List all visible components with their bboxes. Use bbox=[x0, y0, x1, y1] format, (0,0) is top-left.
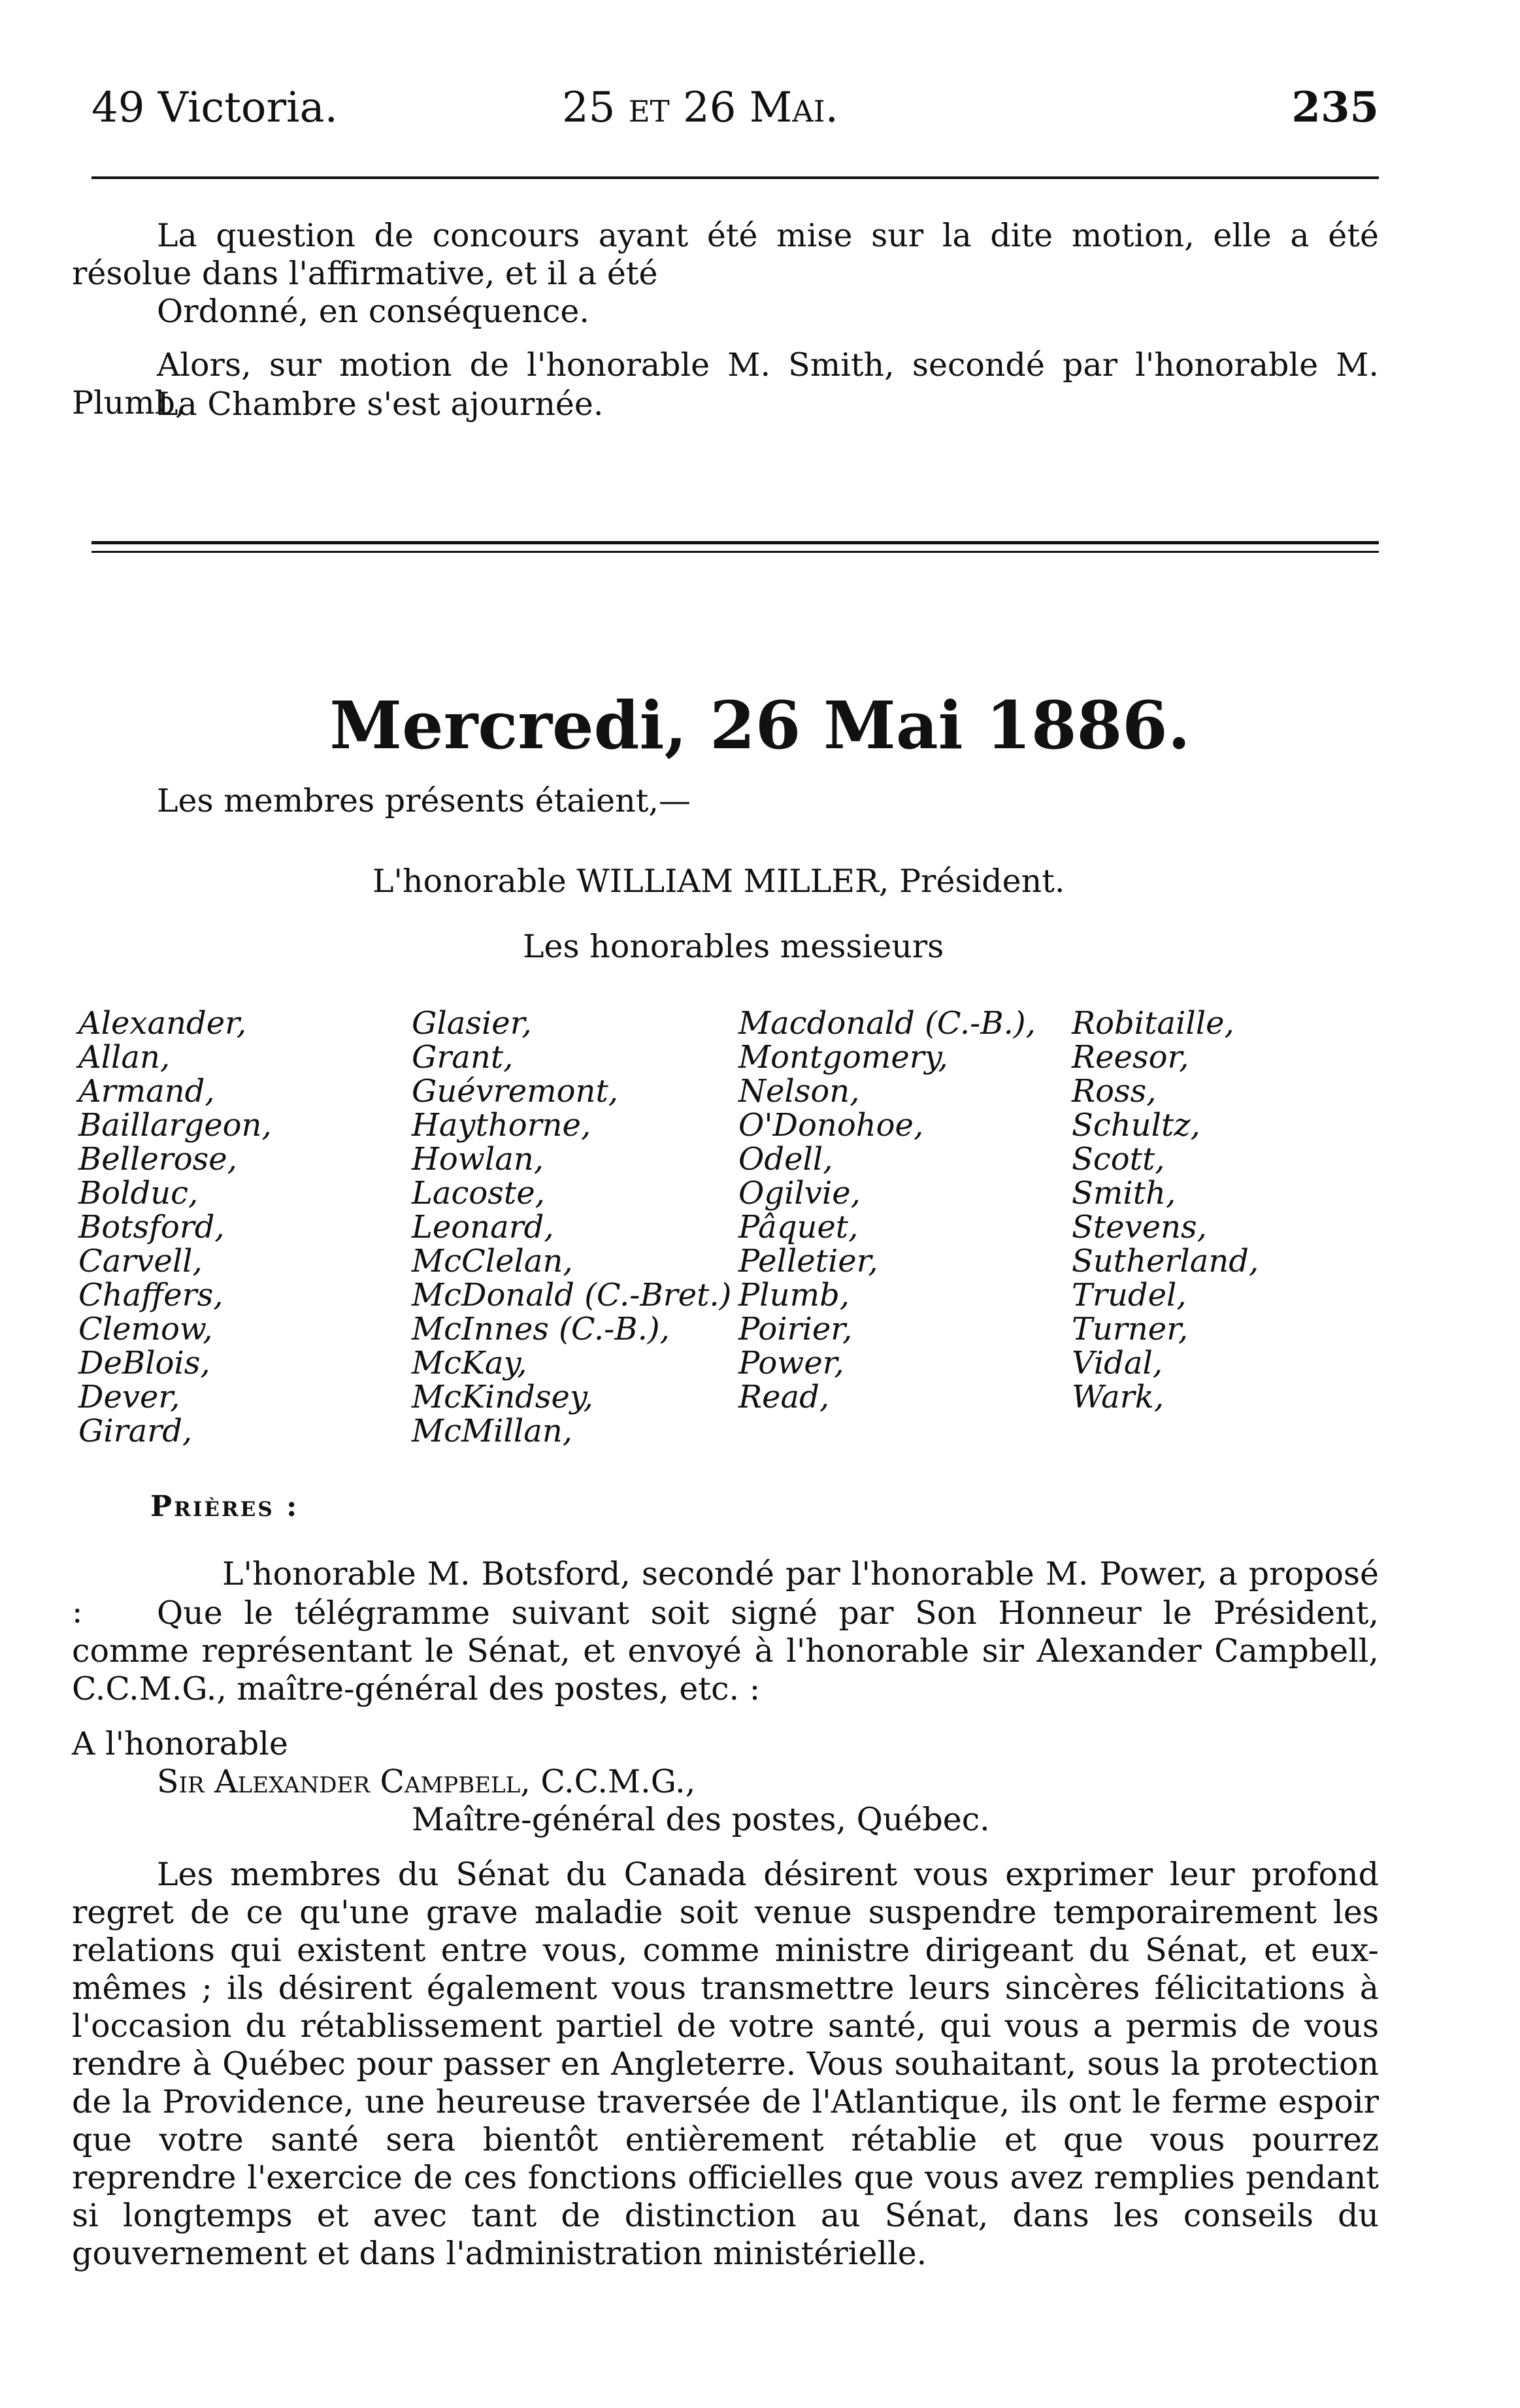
address-line-1: A l'honorable bbox=[72, 1725, 288, 1762]
member-name: Ross, bbox=[1072, 1073, 1157, 1110]
member-name: Montgomery, bbox=[738, 1039, 948, 1076]
motion-botsford: L'honorable M. Botsford, secondé par l'honorable M. Power, a proposé : bbox=[72, 1555, 1379, 1630]
page-header bbox=[91, 78, 1379, 137]
member-name: Nelson, bbox=[738, 1073, 860, 1110]
prieres-heading: Prières : bbox=[150, 1490, 299, 1523]
members-roster bbox=[78, 1006, 1385, 1477]
member-name: Chaffers, bbox=[78, 1277, 223, 1313]
roster-column-1 bbox=[78, 1006, 272, 1448]
paragraph-motion-smith: Alors, sur motion de l'honorable M. Smith, secondé par l'honorable M. Plumb, bbox=[72, 346, 1379, 421]
paragraph-concours: La question de concours ayant été mise sur la dite motion, elle a été résolue dans l'affirmative, et il a été bbox=[72, 217, 1379, 292]
member-name: Vidal, bbox=[1072, 1345, 1163, 1381]
member-name: Clemow, bbox=[78, 1311, 213, 1347]
member-name: Trudel, bbox=[1072, 1277, 1187, 1313]
member-name: Macdonald (C.-B.), bbox=[738, 1005, 1036, 1042]
roster-column-3 bbox=[738, 1006, 1036, 1414]
member-name: DeBlois, bbox=[78, 1345, 210, 1381]
member-name: Guévremont, bbox=[412, 1073, 619, 1110]
member-name: Botsford, bbox=[78, 1209, 225, 1245]
member-name: Bolduc, bbox=[78, 1175, 199, 1212]
member-name: Armand, bbox=[78, 1073, 215, 1110]
member-name: Pâquet, bbox=[738, 1209, 859, 1245]
member-name: Scott, bbox=[1072, 1141, 1165, 1178]
paragraph-ordonne: Ordonné, en conséquence. bbox=[157, 293, 590, 330]
address-line-3: Maître-général des postes, Québec. bbox=[412, 1801, 990, 1838]
member-name: Glasier, bbox=[412, 1005, 532, 1042]
page-title: Mercredi, 26 Mai 1886. bbox=[329, 687, 1191, 764]
member-name: Girard, bbox=[78, 1413, 193, 1449]
member-name: Smith, bbox=[1072, 1175, 1176, 1212]
member-name: Wark, bbox=[1072, 1379, 1165, 1415]
member-name: O'Donohoe, bbox=[738, 1107, 924, 1144]
member-name: Power, bbox=[738, 1345, 844, 1381]
member-name: Grant, bbox=[412, 1039, 514, 1076]
member-name: McDonald (C.-Bret.) bbox=[412, 1277, 732, 1313]
member-name: Leonard, bbox=[412, 1209, 554, 1245]
member-name: Schultz, bbox=[1072, 1107, 1200, 1144]
member-name: Alexander, bbox=[78, 1005, 247, 1042]
member-name: Baillargeon, bbox=[78, 1107, 272, 1144]
member-name: Reesor, bbox=[1072, 1039, 1189, 1076]
header-date: 25 et 26 Mai. bbox=[562, 84, 838, 132]
member-name: Odell, bbox=[738, 1141, 833, 1178]
member-name: Poirier, bbox=[738, 1311, 853, 1347]
member-name: McKindsey, bbox=[412, 1379, 593, 1415]
member-name: Stevens, bbox=[1072, 1209, 1207, 1245]
member-name: Carvell, bbox=[78, 1243, 203, 1279]
member-name: Haythorne, bbox=[412, 1107, 591, 1144]
member-name: McClelan, bbox=[412, 1243, 573, 1279]
header-rule bbox=[91, 176, 1379, 179]
member-name: Dever, bbox=[78, 1379, 180, 1415]
member-name: Bellerose, bbox=[78, 1141, 237, 1178]
member-name: Howlan, bbox=[412, 1141, 544, 1178]
paragraph-ajournee: La Chambre s'est ajournée. bbox=[157, 386, 604, 423]
section-divider bbox=[91, 541, 1379, 553]
member-name: Allan, bbox=[78, 1039, 171, 1076]
member-name: Ogilvie, bbox=[738, 1175, 861, 1212]
president-line: L'honorable WILLIAM MILLER, Président. bbox=[372, 863, 1065, 900]
messieurs-line: Les honorables messieurs bbox=[523, 928, 944, 965]
member-name: Lacoste, bbox=[412, 1175, 545, 1212]
telegram-body: Les membres du Sénat du Canada désirent vous exprimer leur profond regret de ce qu'une grave maladie soit venue suspendre temporairement les relations qui existent entre vous, comme ministre dirigeant du Sénat, et eux-mêmes ; ils désirent également vous transmettre leurs sincères félicitations à l'occasion du rétablissement partiel de votre santé, qui vous a permis de vous rendre à Québec pour passer en Angleterre. Vous souhaitant, sous la protection de la Providence, une heureuse traversée de l'Atlantique, ils ont le ferme espoir que votre santé sera bientôt entièrement rétablie et que vous pourrez reprendre l'exercice de ces fonctions officielles que vous avez remplies pendant si longtemps et avec tant de distinction au Sénat, dans les conseils du gouvernement et dans l'administration ministérielle. bbox=[72, 1856, 1379, 2272]
member-name: McInnes (C.-B.), bbox=[412, 1311, 670, 1347]
address-line-2: Sir Alexander Campbell, C.C.M.G., bbox=[157, 1763, 696, 1800]
present-intro: Les membres présents étaient,— bbox=[157, 782, 691, 819]
member-name: Robitaille, bbox=[1072, 1005, 1234, 1042]
member-name: McKay, bbox=[412, 1345, 527, 1381]
page-number: 235 bbox=[1291, 83, 1379, 132]
member-name: Read, bbox=[738, 1379, 830, 1415]
roster-column-2 bbox=[412, 1006, 731, 1448]
member-name: Pelletier, bbox=[738, 1243, 878, 1279]
member-name: Plumb, bbox=[738, 1277, 850, 1313]
roster-column-4 bbox=[1072, 1006, 1259, 1414]
member-name: McMillan, bbox=[412, 1413, 573, 1449]
header-volume: 49 Victoria. bbox=[91, 84, 338, 132]
member-name: Sutherland, bbox=[1072, 1243, 1259, 1279]
member-name: Turner, bbox=[1072, 1311, 1189, 1347]
telegram-intro: Que le télégramme suivant soit signé par Son Honneur le Président, comme représentant le Sénat, et envoyé à l'honorable sir Alexander Campbell, C.C.M.G., maître-général des postes, etc. : bbox=[72, 1594, 1379, 1707]
